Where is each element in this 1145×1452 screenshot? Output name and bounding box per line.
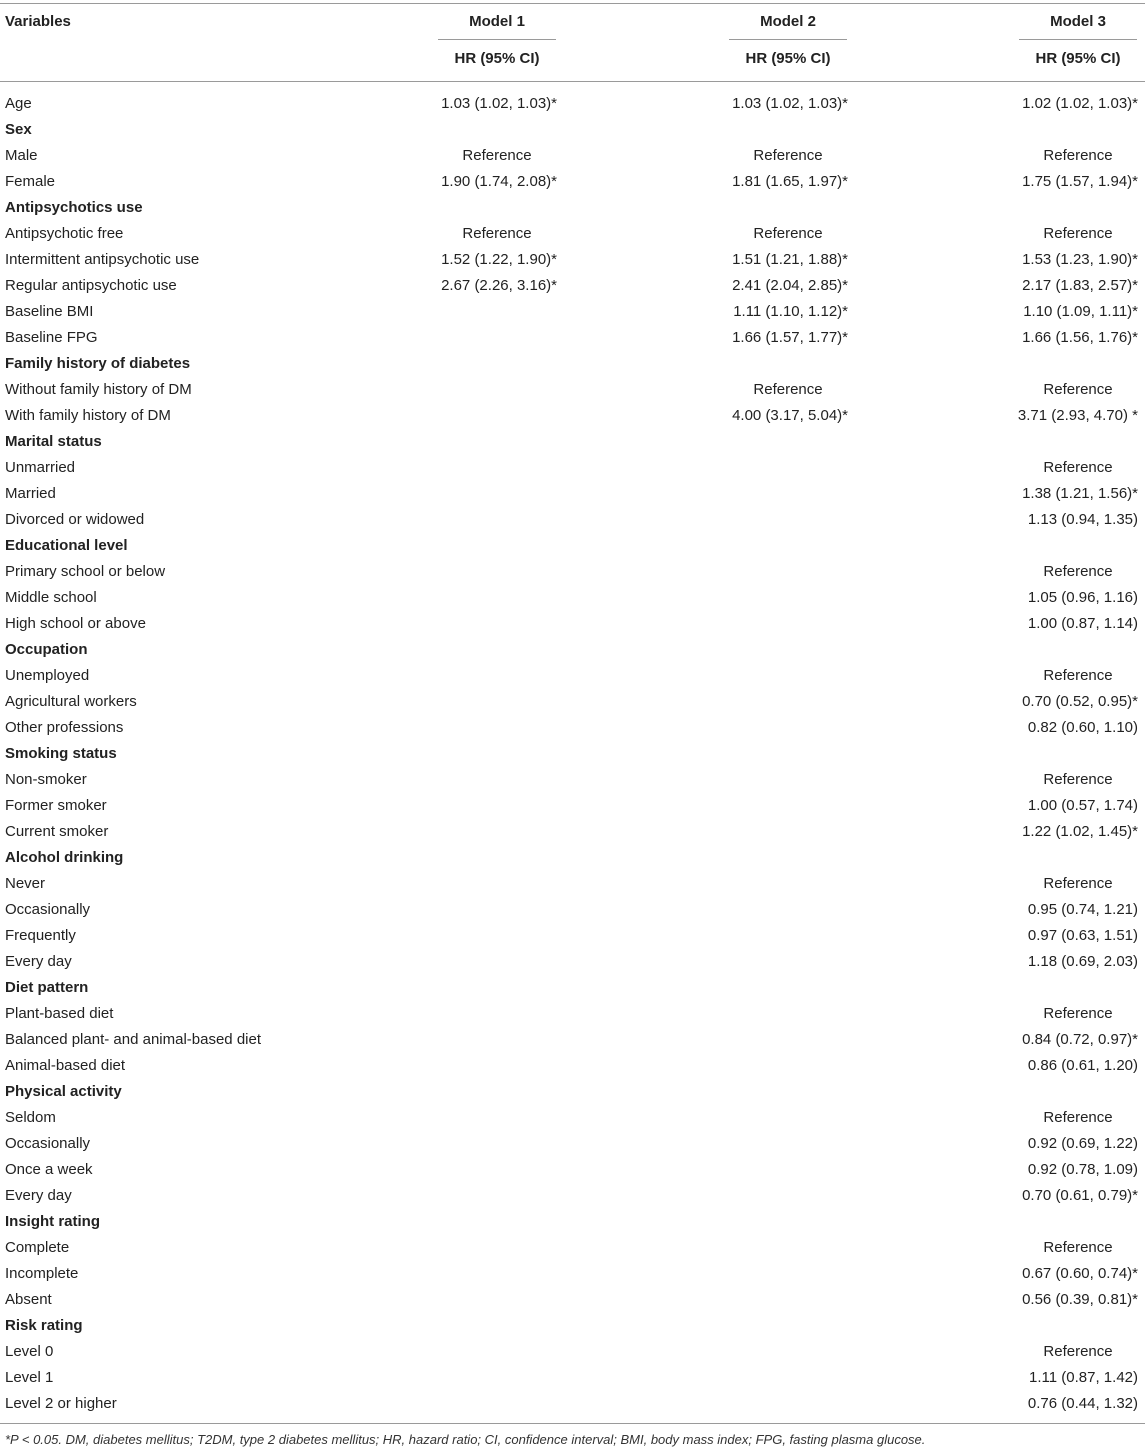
section-label: Family history of diabetes	[5, 355, 191, 372]
hazard-ratio-text: 1.66 (1.56, 1.76)*	[1022, 329, 1138, 346]
table-row	[0, 1183, 1145, 1209]
table-bottom-rule	[0, 1423, 1145, 1424]
header-hr-model-3: HR (95% CI)	[1035, 50, 1121, 67]
model-3-value: Reference	[1043, 1109, 1113, 1126]
table-body	[0, 91, 1145, 1417]
table-row	[0, 871, 1145, 897]
table-top-rule	[0, 3, 1145, 4]
hazard-ratio-text: 1.11 (0.87, 1.42)	[1029, 1369, 1138, 1386]
hazard-ratio-text: 0.92 (0.69, 1.22)	[1027, 1135, 1138, 1152]
table-row	[0, 1261, 1145, 1287]
section-header-row	[0, 1313, 1145, 1339]
section-header-row	[0, 117, 1145, 143]
hazard-ratio-text: 1.90 (1.74, 2.08)*	[441, 173, 557, 190]
section-header-row	[0, 195, 1145, 221]
variable-label: Unemployed	[5, 667, 90, 684]
variable-label: Level 1	[5, 1369, 54, 1386]
section-label: Risk rating	[5, 1317, 83, 1334]
variable-label: Complete	[5, 1239, 70, 1256]
section-label: Marital status	[5, 433, 102, 450]
hazard-ratio-text: 0.84 (0.72, 0.97)*	[1022, 1031, 1138, 1048]
hazard-ratio-text: 1.81 (1.65, 1.97)*	[732, 173, 848, 190]
table-row	[0, 949, 1145, 975]
variable-label: Frequently	[5, 927, 76, 944]
model-3-value: Reference	[1043, 459, 1113, 476]
hazard-ratio-text: 0.86 (0.61, 1.20)	[1027, 1057, 1138, 1074]
variable-label: Middle school	[5, 589, 97, 606]
hazard-ratio-text: 1.11 (1.10, 1.12)*	[733, 303, 848, 320]
variable-label: Former smoker	[5, 797, 107, 814]
hazard-ratio-text: 2.41 (2.04, 2.85)*	[732, 277, 848, 294]
variable-label: With family history of DM	[5, 407, 171, 424]
section-header-row	[0, 351, 1145, 377]
hazard-ratio-text: 1.18 (0.69, 2.03)	[1027, 953, 1138, 970]
header-model-1: Model 1	[469, 13, 525, 30]
table-row	[0, 1027, 1145, 1053]
hazard-ratio-text: 1.22 (1.02, 1.45)*	[1022, 823, 1138, 840]
variable-label: Age	[5, 95, 32, 112]
variable-label: Agricultural workers	[5, 693, 137, 710]
hazard-ratio-text: 3.71 (2.93, 4.70) *	[1017, 407, 1138, 424]
hazard-ratio-text: 1.66 (1.57, 1.77)*	[732, 329, 848, 346]
table-row	[0, 715, 1145, 741]
header-hr-model-1: HR (95% CI)	[454, 50, 540, 67]
table-row	[0, 663, 1145, 689]
table-row	[0, 559, 1145, 585]
table-row	[0, 1391, 1145, 1417]
variable-label: Baseline FPG	[5, 329, 98, 346]
table-header-row-1	[0, 9, 1145, 35]
hazard-ratio-text: 0.76 (0.44, 1.32)	[1027, 1395, 1138, 1412]
variable-label: Incomplete	[5, 1265, 79, 1282]
variable-label: Married	[5, 485, 56, 502]
hazard-ratio-text: 1.00 (0.57, 1.74)	[1027, 797, 1138, 814]
section-label: Educational level	[5, 537, 128, 554]
table-row	[0, 455, 1145, 481]
variable-label: Absent	[5, 1291, 52, 1308]
table-row	[0, 325, 1145, 351]
hazard-ratio-text: 1.05 (0.96, 1.16)	[1027, 589, 1138, 606]
variable-label: Non-smoker	[5, 771, 87, 788]
variable-label: Seldom	[5, 1109, 56, 1126]
table-row	[0, 1105, 1145, 1131]
table-row	[0, 1001, 1145, 1027]
table-row	[0, 299, 1145, 325]
table-row	[0, 1287, 1145, 1313]
hazard-ratio-text: 1.38 (1.21, 1.56)*	[1022, 485, 1138, 502]
variable-label: Once a week	[5, 1161, 93, 1178]
table-row	[0, 689, 1145, 715]
hazard-ratio-text: 0.67 (0.60, 0.74)*	[1022, 1265, 1138, 1282]
section-label: Smoking status	[5, 745, 117, 762]
header-model-2: Model 2	[760, 13, 816, 30]
section-label: Physical activity	[5, 1083, 122, 1100]
table-row	[0, 1235, 1145, 1261]
section-header-row	[0, 1079, 1145, 1105]
hazard-ratio-text: 1.10 (1.09, 1.11)*	[1023, 303, 1138, 320]
hazard-ratio-text: 1.03 (1.02, 1.03)*	[441, 95, 557, 112]
table-row	[0, 611, 1145, 637]
section-header-row	[0, 845, 1145, 871]
model-3-value: Reference	[1043, 875, 1113, 892]
table-row	[0, 767, 1145, 793]
section-header-row	[0, 637, 1145, 663]
hazard-ratio-text: 0.82 (0.60, 1.10)	[1027, 719, 1138, 736]
hazard-ratio-text: 1.00 (0.87, 1.14)	[1027, 615, 1138, 632]
variable-label: Animal-based diet	[5, 1057, 126, 1074]
hazard-ratio-text: 0.92 (0.78, 1.09)	[1027, 1161, 1138, 1178]
variable-label: Intermittent antipsychotic use	[5, 251, 200, 268]
table-row	[0, 169, 1145, 195]
variable-label: High school or above	[5, 615, 146, 632]
variable-label: Never	[5, 875, 46, 892]
hazard-ratio-text: 1.51 (1.21, 1.88)*	[732, 251, 848, 268]
hazard-ratio-text: 1.52 (1.22, 1.90)*	[441, 251, 557, 268]
table-row	[0, 819, 1145, 845]
model-3-value: Reference	[1043, 1005, 1113, 1022]
table-row	[0, 1053, 1145, 1079]
model-2-value: Reference	[753, 147, 823, 164]
variable-label: Level 2 or higher	[5, 1395, 117, 1412]
header-hr-model-2: HR (95% CI)	[745, 50, 831, 67]
hazard-ratio-text: 0.97 (0.63, 1.51)	[1027, 927, 1138, 944]
section-header-row	[0, 429, 1145, 455]
table-header-rule	[0, 81, 1145, 82]
hazard-ratio-text: 1.03 (1.02, 1.03)*	[732, 95, 848, 112]
variable-label: Divorced or widowed	[5, 511, 145, 528]
variable-label: Occasionally	[5, 901, 91, 918]
model-3-value: Reference	[1043, 771, 1113, 788]
model-3-value: Reference	[1043, 225, 1113, 242]
variable-label: Other professions	[5, 719, 124, 736]
hazard-ratio-text: 2.17 (1.83, 2.57)*	[1022, 277, 1138, 294]
variable-label: Antipsychotic free	[5, 225, 124, 242]
table-row	[0, 897, 1145, 923]
table-row	[0, 91, 1145, 117]
table-row	[0, 1339, 1145, 1365]
variable-label: Unmarried	[5, 459, 76, 476]
variable-label: Baseline BMI	[5, 303, 94, 320]
model-2-underline	[729, 39, 847, 40]
hazard-ratio-text: 0.70 (0.52, 0.95)*	[1022, 693, 1138, 710]
model-3-value: Reference	[1043, 1239, 1113, 1256]
hazard-ratio-text: 2.67 (2.26, 3.16)*	[441, 277, 557, 294]
table-row	[0, 403, 1145, 429]
table-row	[0, 793, 1145, 819]
hazard-ratio-text: 4.00 (3.17, 5.04)*	[732, 407, 848, 424]
section-label: Antipsychotics use	[5, 199, 143, 216]
section-header-row	[0, 741, 1145, 767]
section-label: Occupation	[5, 641, 88, 658]
hazard-ratio-text: 0.95 (0.74, 1.21)	[1027, 901, 1138, 918]
section-header-row	[0, 533, 1145, 559]
table-row	[0, 481, 1145, 507]
hazard-ratio-text: 0.56 (0.39, 0.81)*	[1022, 1291, 1138, 1308]
hazard-ratio-text: 1.13 (0.94, 1.35)	[1027, 511, 1138, 528]
table-row	[0, 1157, 1145, 1183]
table-row	[0, 143, 1145, 169]
header-model-3: Model 3	[1050, 13, 1106, 30]
table-row	[0, 377, 1145, 403]
model-2-value: Reference	[753, 225, 823, 242]
variable-label: Occasionally	[5, 1135, 91, 1152]
variable-label: Balanced plant- and animal-based diet	[5, 1031, 262, 1048]
table-row	[0, 1131, 1145, 1157]
variable-label: Level 0	[5, 1343, 54, 1360]
model-1-value: Reference	[462, 147, 532, 164]
model-3-value: Reference	[1043, 381, 1113, 398]
hazard-ratio-text: 0.70 (0.61, 0.79)*	[1022, 1187, 1138, 1204]
model-2-value: Reference	[753, 381, 823, 398]
table-row	[0, 585, 1145, 611]
model-3-value: Reference	[1043, 667, 1113, 684]
table-row	[0, 221, 1145, 247]
section-label: Insight rating	[5, 1213, 100, 1230]
table-row	[0, 247, 1145, 273]
variable-label: Without family history of DM	[5, 381, 192, 398]
variable-label: Female	[5, 173, 56, 190]
section-label: Diet pattern	[5, 979, 89, 996]
section-header-row	[0, 975, 1145, 1001]
model-3-underline	[1019, 39, 1137, 40]
table-row	[0, 1365, 1145, 1391]
table-header-row-2	[0, 46, 1145, 72]
model-3-value: Reference	[1043, 147, 1113, 164]
variable-label: Regular antipsychotic use	[5, 277, 177, 294]
model-1-value: Reference	[462, 225, 532, 242]
model-1-underline	[438, 39, 556, 40]
variable-label: Every day	[5, 953, 72, 970]
section-label: Alcohol drinking	[5, 849, 124, 866]
table-row	[0, 273, 1145, 299]
table-row	[0, 507, 1145, 533]
table-footnote: *P < 0.05. DM, diabetes mellitus; T2DM, type 2 diabetes mellitus; HR, hazard ratio; CI, confidence interval; BMI, body mass index; FPG, fasting plasma glucose.	[5, 1432, 926, 1447]
model-3-value: Reference	[1043, 563, 1113, 580]
table-row	[0, 923, 1145, 949]
variable-label: Every day	[5, 1187, 72, 1204]
hazard-ratio-text: 1.53 (1.23, 1.90)*	[1022, 251, 1138, 268]
header-variables: Variables	[5, 13, 71, 30]
section-header-row	[0, 1209, 1145, 1235]
variable-label: Primary school or below	[5, 563, 166, 580]
hazard-ratio-text: 1.02 (1.02, 1.03)*	[1022, 95, 1138, 112]
variable-label: Plant-based diet	[5, 1005, 114, 1022]
model-3-value: Reference	[1043, 1343, 1113, 1360]
variable-label: Male	[5, 147, 38, 164]
hazard-ratio-text: 1.75 (1.57, 1.94)*	[1022, 173, 1138, 190]
section-label: Sex	[5, 121, 32, 138]
variable-label: Current smoker	[5, 823, 109, 840]
